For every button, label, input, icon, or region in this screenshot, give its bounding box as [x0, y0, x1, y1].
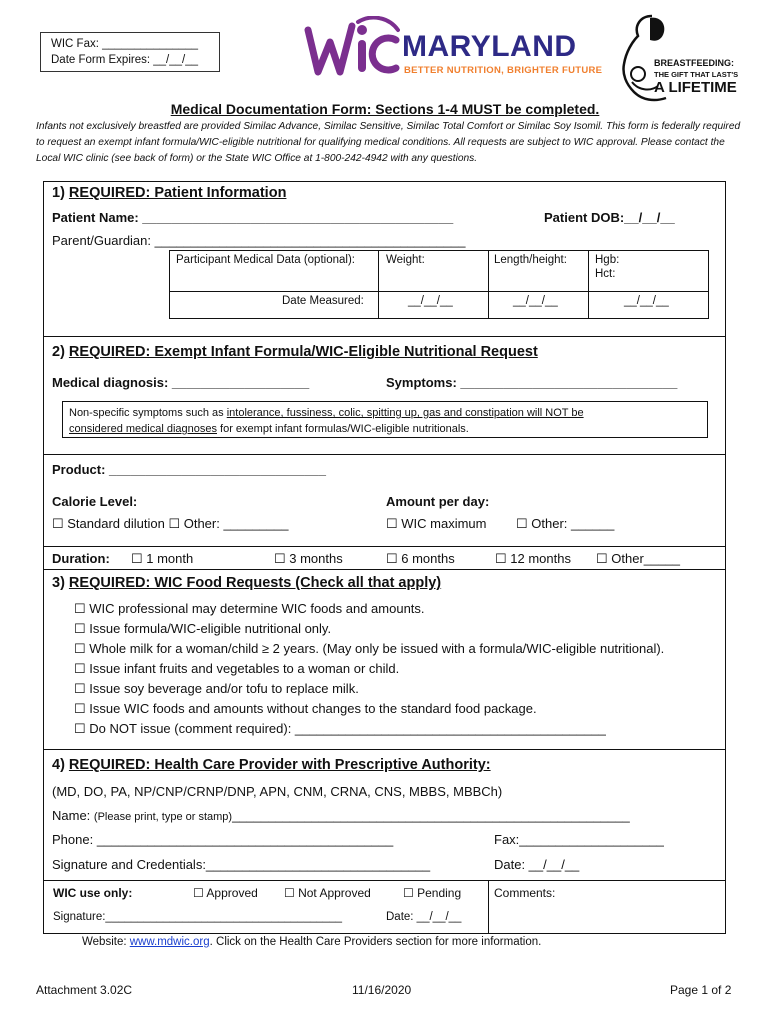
website-line: Website: www.mdwic.org. Click on the Health Care Providers section for more information.	[82, 936, 542, 948]
duration-3-months[interactable]: ☐ 3 months	[274, 551, 343, 566]
duration-1-month[interactable]: ☐ 1 month	[131, 551, 194, 566]
hgb-date[interactable]: __/__/__	[624, 295, 669, 307]
parent-guardian-field[interactable]: Parent/Guardian: ___________________________________________	[52, 233, 466, 248]
weight-date[interactable]: __/__/__	[408, 295, 453, 307]
footer-page: Page 1 of 2	[670, 983, 732, 997]
approved-checkbox[interactable]: ☐ Approved	[193, 886, 258, 900]
footer-attachment: Attachment 3.02C	[36, 983, 133, 997]
date-measured-label: Date Measured:	[282, 295, 364, 307]
divider-section3	[43, 569, 726, 570]
wic-logo	[300, 16, 400, 82]
length-date[interactable]: __/__/__	[513, 295, 558, 307]
symptoms-field[interactable]: Symptoms: ______________________________	[386, 375, 678, 390]
length-field[interactable]: Length/height:	[494, 254, 567, 266]
not-approved-checkbox[interactable]: ☐ Not Approved	[284, 886, 371, 900]
duration-12-months[interactable]: ☐ 12 months	[495, 551, 571, 566]
divider-product	[43, 454, 726, 455]
weight-field[interactable]: Weight:	[386, 254, 425, 266]
bf-line2: THE GIFT THAT LAST'S	[654, 70, 739, 79]
wic-use-label: WIC use only:	[53, 886, 133, 900]
food-request-item[interactable]: ☐ WIC professional may determine WIC foods and amounts.	[74, 601, 425, 616]
divider-duration	[43, 546, 726, 547]
medical-diagnosis-field[interactable]: Medical diagnosis: ___________________	[52, 375, 310, 390]
section2-heading: 2) REQUIRED: Exempt Infant Formula/WIC-Eligible Nutritional Request	[52, 344, 538, 360]
patient-dob-field[interactable]: Patient DOB:__/__/__	[544, 210, 675, 225]
wic-date-field[interactable]: Date: __/__/__	[386, 911, 462, 923]
intro-text: Infants not exclusively breastfed are provided Similac Advance, Similac Sensitive, Similac Total Comfort or Similac Soy Isomil. This form is federally required to request an exempt infant formula/WIC-eligible nutritional for qualifying medical conditions. All requests are subject to WIC approval. Please contact the Local WIC clinic (see back of form) or the State WIC Office at 1-800-242-4942 with any questions.	[36, 121, 741, 164]
nonspecific-symptoms-note: Non-specific symptoms such as intolerance, fussiness, colic, spitting up, gas and constipation will NOT be considered medical diagnoses for exempt infant formulas/WIC-eligible nutritionals.	[62, 401, 708, 438]
website-link[interactable]: www.mdwic.org	[129, 936, 210, 948]
bf-line1: BREASTFEEDING:	[654, 58, 735, 68]
duration-6-months[interactable]: ☐ 6 months	[386, 551, 455, 566]
maryland-logo-text: MARYLAND	[402, 30, 577, 63]
food-request-item[interactable]: ☐ Whole milk for a woman/child ≥ 2 years. (May only be issued with a formula/WIC-eligible nutritional).	[74, 641, 665, 656]
duration-label: Duration:	[52, 551, 110, 566]
footer-date: 11/16/2020	[352, 983, 412, 997]
provider-name-field[interactable]: Name: (Please print, type or stamp)_______________________________________________________	[52, 808, 630, 823]
food-request-item[interactable]: ☐ Issue infant fruits and vegetables to a woman or child.	[74, 661, 400, 676]
provider-fax-field[interactable]: Fax:____________________	[494, 832, 664, 847]
provider-phone-field[interactable]: Phone: _________________________________________	[52, 832, 394, 847]
hct-field[interactable]: Hct:	[595, 268, 616, 280]
product-field[interactable]: Product: ______________________________	[52, 462, 326, 477]
pending-checkbox[interactable]: ☐ Pending	[403, 886, 462, 900]
med-data-label: Participant Medical Data (optional):	[176, 254, 355, 266]
divider-section4	[43, 749, 726, 750]
comments-field[interactable]: Comments:	[494, 886, 556, 900]
section4-heading: 4) REQUIRED: Health Care Provider with Prescriptive Authority:	[52, 757, 491, 773]
calorie-level-label: Calorie Level:	[52, 494, 138, 509]
divider-wic-use	[43, 880, 726, 881]
provider-date-field[interactable]: Date: __/__/__	[494, 857, 580, 872]
date-form-expires: Date Form Expires: __/__/__	[51, 54, 199, 66]
wic-fax-field[interactable]: WIC Fax: _______________	[51, 38, 199, 50]
medical-data-table	[169, 250, 709, 319]
section1-heading: 1) REQUIRED: Patient Information	[52, 185, 287, 201]
signature-credentials-field[interactable]: Signature and Credentials:_______________________________	[52, 857, 431, 872]
food-request-item[interactable]: ☐ Issue soy beverage and/or tofu to replace milk.	[74, 681, 359, 696]
divider-section2	[43, 336, 726, 337]
section3-heading: 3) REQUIRED: WIC Food Requests (Check all that apply)	[52, 575, 442, 591]
wic-signature-field[interactable]: Signature:_____________________________________	[53, 911, 343, 923]
fax-expiry-box	[40, 32, 220, 72]
patient-name-field[interactable]: Patient Name: ___________________________________________	[52, 210, 454, 225]
other-amount-checkbox[interactable]: ☐ Other: ______	[516, 516, 615, 531]
duration-other[interactable]: ☐ Other_____	[596, 551, 680, 566]
wic-maximum-checkbox[interactable]: ☐ WIC maximum	[386, 516, 487, 531]
food-request-item[interactable]: ☐ Issue formula/WIC-eligible nutritional only.	[74, 621, 332, 636]
wic-use-divider	[488, 880, 489, 934]
food-request-item[interactable]: ☐ Issue WIC foods and amounts without changes to the standard food package.	[74, 701, 537, 716]
form-title: Medical Documentation Form: Sections 1-4 MUST be completed.	[170, 101, 600, 117]
logo-tagline: BETTER NUTRITION, BRIGHTER FUTURE	[404, 65, 603, 76]
breastfeeding-logo	[612, 12, 742, 104]
bf-line3: A LIFETIME	[654, 79, 737, 96]
amount-per-day-label: Amount per day:	[386, 494, 490, 509]
hgb-field[interactable]: Hgb:	[595, 254, 620, 266]
food-request-item[interactable]: ☐ Do NOT issue (comment required): ___________________________________________	[74, 721, 606, 736]
calorie-options[interactable]: ☐ Standard dilution ☐ Other: _________	[52, 516, 289, 531]
provider-credentials-list: (MD, DO, PA, NP/CNP/CRNP/DNP, APN, CNM, CRNA, CNS, MBBS, MBBCh)	[52, 784, 503, 799]
